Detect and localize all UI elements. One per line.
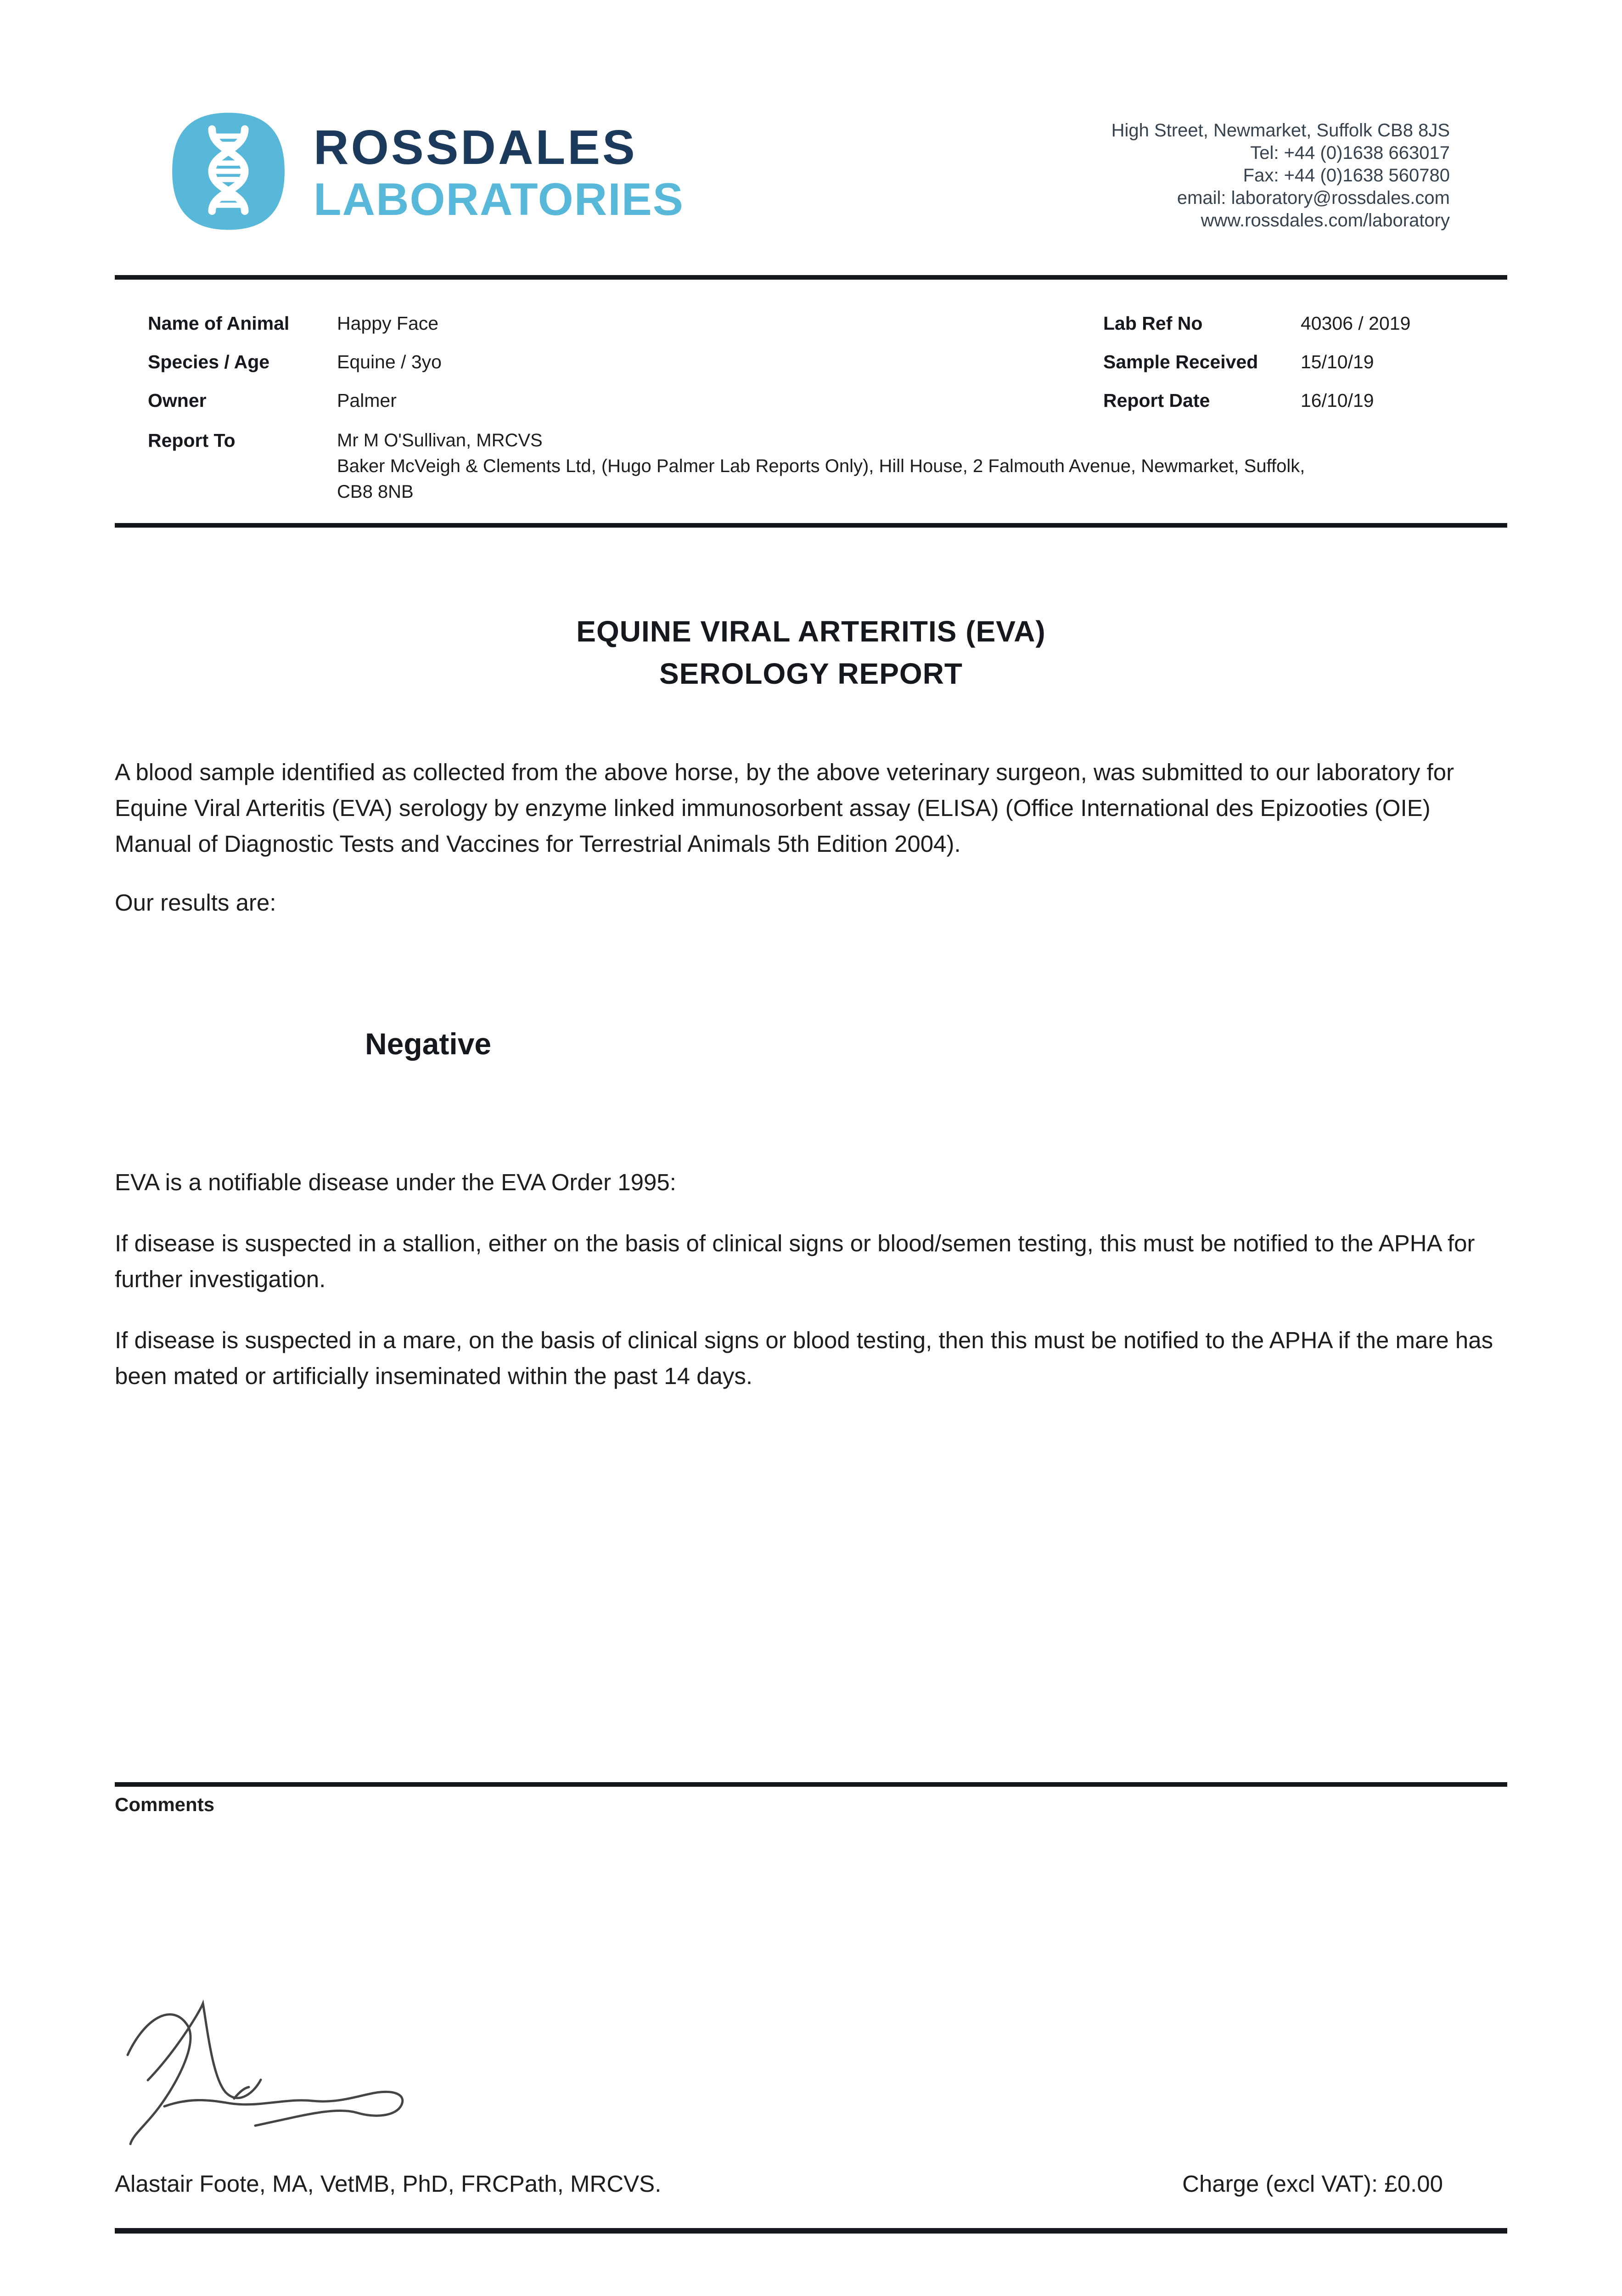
signatory-name: Alastair Foote, MA, VetMB, PhD, FRCPath, MRCVS. bbox=[115, 2171, 662, 2197]
lab-ref-value: 40306 / 2019 bbox=[1301, 313, 1411, 334]
dna-helix-logo-icon bbox=[170, 110, 287, 235]
owner-value: Palmer bbox=[337, 390, 397, 411]
mare-note: If disease is suspected in a mare, on the basis of clinical signs or blood testing, then this must be notified to the APHA if the mare has been mated or artificially inseminated within the past 14 days. bbox=[115, 1327, 1493, 1389]
report-to-vet-name: Mr M O'Sullivan, MRCVS bbox=[337, 430, 543, 450]
charge-amount: Charge (excl VAT): £0.00 bbox=[1182, 2171, 1443, 2197]
sample-received-value: 15/10/19 bbox=[1301, 351, 1374, 372]
notifiable-disease-note: EVA is a notifiable disease under the EVA Order 1995: bbox=[115, 1169, 676, 1195]
sample-info-grid bbox=[148, 312, 1507, 412]
contact-email-line: email: laboratory@rossdales.com bbox=[1177, 188, 1450, 208]
species-age-value: Equine / 3yo bbox=[337, 351, 442, 372]
report-title-line2: SEROLOGY REPORT bbox=[659, 657, 963, 690]
header-divider bbox=[115, 275, 1507, 280]
brand bbox=[170, 110, 684, 235]
report-header bbox=[115, 110, 1507, 235]
report-footer bbox=[115, 2170, 1507, 2198]
result-value: Negative bbox=[365, 1027, 492, 1061]
contact-street-line: High Street, Newmarket, Suffolk CB8 8JS bbox=[1111, 120, 1450, 141]
methodology-paragraph: A blood sample identified as collected from the above horse, by the above veterinary surgeon, was submitted to our laboratory for Equine Viral Arteritis (EVA) serology by enzyme linked immunosorbent assay (ELISA) (Office International des Epizooties (OIE) Manual of Diagnostic Tests and Vaccines for Terrestrial Animals 5th Edition 2004). bbox=[115, 759, 1454, 857]
comments-divider bbox=[115, 1782, 1507, 1787]
report-to-label: Report To bbox=[148, 430, 236, 451]
bottom-divider bbox=[115, 2228, 1507, 2234]
contact-fax-line: Fax: +44 (0)1638 560780 bbox=[1243, 165, 1450, 186]
report-title-line1: EQUINE VIRAL ARTERITIS (EVA) bbox=[576, 615, 1046, 648]
brand-name: ROSSDALES bbox=[314, 120, 637, 174]
name-of-animal-label: Name of Animal bbox=[148, 313, 290, 334]
report-to-practice-line: Baker McVeigh & Clements Ltd, (Hugo Palmer Lab Reports Only), Hill House, 2 Falmouth Avenue, Newmarket, Suffolk, bbox=[337, 456, 1305, 476]
report-to-row bbox=[148, 428, 1507, 505]
lab-ref-label: Lab Ref No bbox=[1103, 313, 1203, 334]
name-of-animal-value: Happy Face bbox=[337, 313, 439, 334]
signature-image bbox=[119, 1986, 441, 2151]
report-date-label: Report Date bbox=[1103, 390, 1210, 411]
species-age-label: Species / Age bbox=[148, 351, 270, 372]
sample-received-label: Sample Received bbox=[1103, 351, 1258, 372]
contact-tel-line: Tel: +44 (0)1638 663017 bbox=[1250, 143, 1450, 163]
sample-info-section bbox=[148, 312, 1507, 505]
stallion-note: If disease is suspected in a stallion, either on the basis of clinical signs or blood/semen testing, this must be notified to the APHA for further investigation. bbox=[115, 1230, 1475, 1292]
results-intro: Our results are: bbox=[115, 889, 276, 916]
brand-text bbox=[314, 120, 684, 225]
report-to-address bbox=[337, 428, 1305, 505]
comments-heading: Comments bbox=[115, 1794, 215, 1815]
report-title bbox=[115, 610, 1507, 695]
owner-label: Owner bbox=[148, 390, 207, 411]
report-to-postcode: CB8 8NB bbox=[337, 482, 414, 502]
lab-contact-block bbox=[1111, 110, 1450, 232]
contact-website-line: www.rossdales.com/laboratory bbox=[1201, 210, 1450, 231]
brand-subname: LABORATORIES bbox=[314, 174, 684, 225]
report-date-value: 16/10/19 bbox=[1301, 390, 1374, 411]
report-body bbox=[115, 610, 1507, 1394]
info-divider bbox=[115, 523, 1507, 528]
